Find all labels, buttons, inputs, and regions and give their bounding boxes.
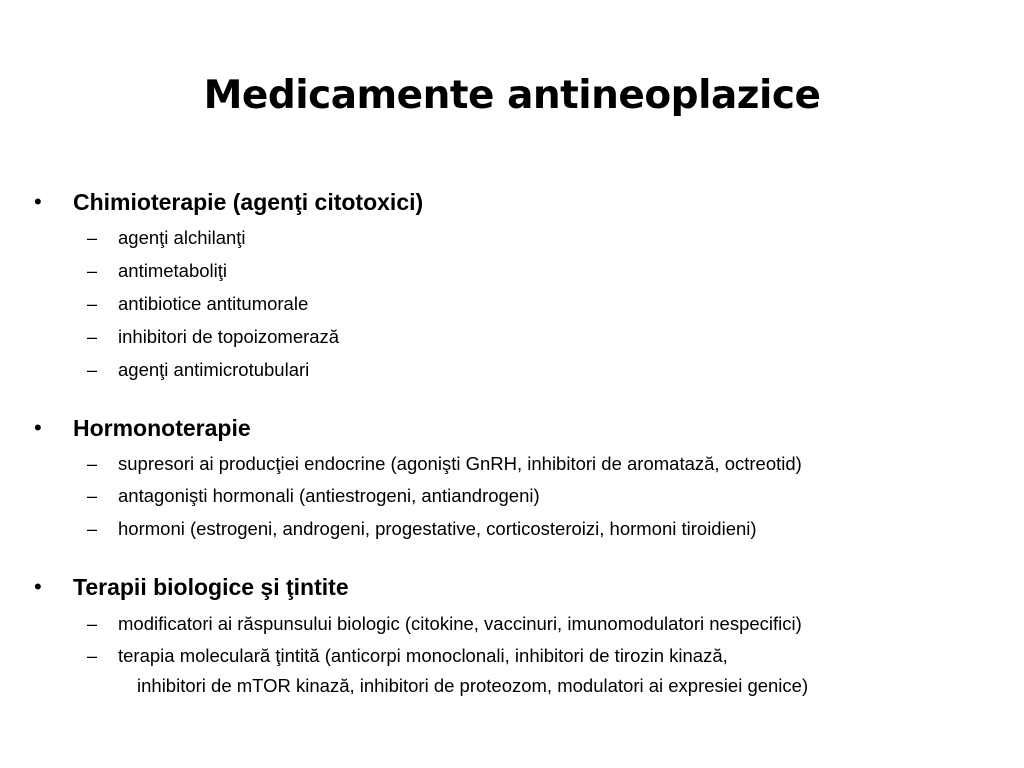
sub-item-text: inhibitori de topoizomerază [118,326,340,347]
bullet-heading: Terapii biologice şi ţintite [73,574,349,600]
sub-item [0,514,1024,544]
sub-item-text: modificatori ai răspunsului biologic (citokine, vaccinuri, imunomodulatori nespecifici) [118,613,802,634]
sub-mark: – [87,486,98,506]
sub-item [0,609,1024,639]
sub-item [0,355,1024,385]
bullet-mark: • [34,189,42,214]
sub-item-text: antimetaboliţi [118,260,228,281]
sub-item [0,641,1024,696]
bullet-mark: • [34,415,42,440]
sub-item-text: antagonişti hormonali (antiestrogeni, antiandrogeni) [118,485,540,506]
slide-title: Medicamente antineoplazice [203,73,821,118]
bullet-terapii-biologice [0,571,1024,603]
bullet-mark: • [34,574,42,599]
sub-item [0,256,1024,286]
sub-item-text: antibiotice antitumorale [118,293,309,314]
sub-mark: – [87,614,98,634]
sub-item-text: hormoni (estrogeni, androgeni, progestative, corticosteroizi, hormoni tiroidieni) [118,518,757,539]
sub-item-text: agenţi antimicrotubulari [118,359,310,380]
sub-item-text: supresori ai producţiei endocrine (agonişti GnRH, inhibitori de aromatază, octreotid) [118,453,802,474]
sub-item-continuation: inhibitori de mTOR kinază, inhibitori de proteozom, modulatori ai expresiei genice) [137,675,809,696]
sub-item [0,223,1024,253]
sub-mark: – [87,454,98,474]
sub-mark: – [87,294,98,314]
sub-item [0,481,1024,511]
bullet-chimioterapie [0,186,1024,218]
sub-item [0,322,1024,352]
sub-item-text: terapia moleculară ţintită (anticorpi monoclonali, inhibitori de tirozin kinază, [118,645,728,666]
sub-mark: – [87,519,98,539]
sub-mark: – [87,360,98,380]
sub-mark: – [87,327,98,347]
bullet-heading: Chimioterapie (agenţi citotoxici) [73,189,424,215]
sub-item [0,449,1024,479]
sub-item-text: agenţi alchilanţi [118,227,246,248]
bullet-heading: Hormonoterapie [73,415,251,441]
sub-item [0,289,1024,319]
sub-mark: – [87,261,98,281]
sub-mark: – [87,646,98,666]
bullet-hormonoterapie [0,412,1024,444]
sub-mark: – [87,228,98,248]
